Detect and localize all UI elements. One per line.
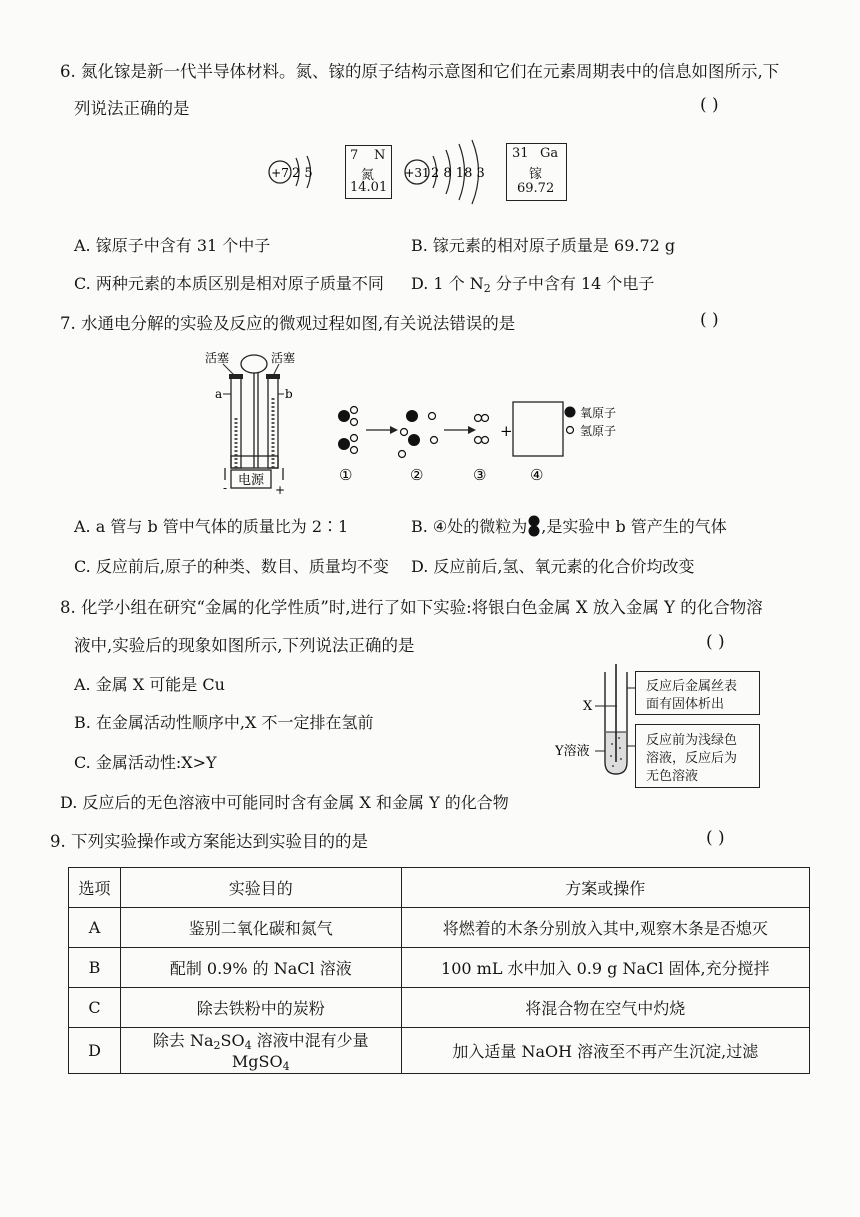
ga-nucleus: +31 — [404, 166, 430, 180]
q9-options-table — [68, 867, 810, 1074]
n-nucleus: +7 — [271, 166, 289, 180]
ga-symbol: Ga — [540, 146, 559, 161]
table-row[interactable] — [69, 988, 810, 1028]
note-after-reaction — [635, 671, 760, 715]
row-d-goal — [120, 1028, 401, 1074]
note2-line3: 无色溶液 — [646, 769, 699, 784]
plus-sign: + — [500, 422, 513, 440]
note1-line2: 面有固体析出 — [646, 697, 725, 712]
note-solution-color — [635, 724, 760, 788]
q7-option-c[interactable]: C. 反应前后,原子的种类、数目、质量均不变 — [74, 557, 389, 576]
q7-stem: 7. 水通电分解的实验及反应的微观过程如图,有关说法错误的是 — [60, 314, 516, 333]
ga-shells: 2 8 18 3 — [431, 166, 485, 181]
minus-label: - — [223, 481, 228, 495]
row-d-goal-sub3: 4 — [282, 1060, 290, 1073]
q8-stem-line1: 8. 化学小组在研究“金属的化学性质”时,进行了如下实验:将银白色金属 X 放入金属 Y 的化合物溶 — [60, 598, 763, 617]
n-shells: 2 5 — [292, 166, 313, 181]
q6-option-d[interactable] — [411, 271, 654, 295]
q8-answer-paren[interactable]: ( ) — [706, 632, 725, 652]
y-solution-label: Y溶液 — [555, 744, 590, 759]
row-d-goal-pre: 除去 Na — [152, 1031, 214, 1050]
row-b-method: 100 mL 水中加入 0.9 g NaCl 固体,充分搅拌 — [401, 948, 809, 988]
q6-option-a[interactable]: A. 镓原子中含有 31 个中子 — [74, 236, 271, 255]
q6-option-c[interactable]: C. 两种元素的本质区别是相对原子质量不同 — [74, 274, 384, 293]
step-1-label: ① — [339, 466, 353, 484]
n-symbol: N — [374, 148, 386, 163]
legend-oxygen: 氧原子 — [580, 406, 617, 420]
q7-option-d[interactable]: D. 反应前后,氢、氧元素的化合价均改变 — [411, 557, 695, 576]
q6-option-d-pre: D. 1 个 N — [411, 274, 484, 293]
step-4-label: ④ — [530, 466, 544, 484]
row-d-method: 加入适量 NaOH 溶液至不再产生沉淀,过滤 — [401, 1028, 809, 1074]
q7-option-a[interactable]: A. a 管与 b 管中气体的质量比为 2∶1 — [74, 517, 349, 536]
q6-answer-paren[interactable]: ( ) — [700, 95, 719, 115]
valve-left-label: 活塞 — [205, 351, 230, 365]
row-c-option: C — [69, 988, 121, 1028]
n-number: 7 — [350, 148, 359, 163]
tube-a-label: a — [215, 387, 223, 401]
q8-stem-line2: 液中,实验后的现象如图所示,下列说法正确的是 — [74, 636, 415, 655]
q7-answer-paren[interactable]: ( ) — [700, 310, 719, 330]
oxygen-molecule-icon — [527, 515, 541, 537]
metal-x-label: X — [583, 699, 593, 714]
header-goal: 实验目的 — [120, 868, 401, 908]
table-row[interactable] — [69, 908, 810, 948]
row-d-goal-sub1: 2 — [213, 1039, 221, 1052]
valve-right-label: 活塞 — [271, 351, 296, 365]
row-c-method: 将混合物在空气中灼烧 — [401, 988, 809, 1028]
n-mass: 14.01 — [350, 180, 388, 195]
note1-line1: 反应后金属丝表 — [646, 679, 738, 694]
ga-name: 镓 — [529, 167, 543, 182]
table-row[interactable] — [69, 948, 810, 988]
q8-option-a[interactable]: A. 金属 X 可能是 Cu — [74, 675, 225, 694]
q7-option-b-post: ,是实验中 b 管产生的气体 — [541, 517, 727, 536]
q8-option-b[interactable]: B. 在金属活动性顺序中,X 不一定排在氢前 — [74, 713, 374, 732]
row-a-method: 将燃着的木条分别放入其中,观察木条是否熄灭 — [401, 908, 809, 948]
row-d-goal-mid2: 溶液中混有少量 MgSO — [231, 1031, 369, 1071]
q7-option-b[interactable] — [411, 514, 727, 537]
row-b-goal: 配制 0.9% 的 NaCl 溶液 — [120, 948, 401, 988]
note2-line1: 反应前为浅绿色 — [646, 733, 738, 748]
ga-periodic-cell — [506, 143, 567, 201]
power-label: 电源 — [237, 473, 265, 488]
q6-option-d-post: 分子中含有 14 个电子 — [490, 274, 655, 293]
step-3-label: ③ — [473, 466, 487, 484]
step2-separate-atoms — [399, 410, 438, 458]
n-name: 氮 — [361, 168, 375, 183]
step4-box — [513, 402, 563, 456]
note2-line2: 溶液，反应后为 — [646, 751, 738, 766]
plus-label: + — [275, 483, 286, 496]
step3-hydrogen-molecules — [475, 415, 489, 444]
row-d-goal-sub2: 4 — [244, 1039, 252, 1052]
q9-stem: 9. 下列实验操作或方案能达到实验目的的是 — [50, 832, 368, 851]
header-option: 选项 — [69, 868, 121, 908]
ga-number: 31 — [512, 146, 529, 161]
q8-option-c[interactable]: C. 金属活动性:X>Y — [74, 753, 217, 772]
electrolysis-apparatus — [195, 348, 315, 496]
tube-b-label: b — [285, 387, 293, 401]
table-header-row — [69, 868, 810, 908]
step-2-label: ② — [410, 466, 424, 484]
q6-stem-line1: 6. 氮化镓是新一代半导体材料。氮、镓的原子结构示意图和它们在元素周期表中的信息如图所示,下 — [60, 62, 780, 81]
legend-hydrogen: 氢原子 — [580, 424, 617, 438]
table-row[interactable] — [69, 1028, 810, 1074]
row-d-goal-mid1: SO — [220, 1031, 245, 1050]
row-a-option: A — [69, 908, 121, 948]
gallium-atom-diagram — [404, 140, 484, 204]
q6-option-d-sub: 2 — [483, 282, 491, 295]
n-periodic-cell — [345, 145, 392, 199]
row-b-option: B — [69, 948, 121, 988]
header-method: 方案或操作 — [401, 868, 809, 908]
ga-mass: 69.72 — [517, 181, 555, 196]
q6-stem-line2: 列说法正确的是 — [74, 99, 190, 118]
q8-option-d[interactable]: D. 反应后的无色溶液中可能同时含有金属 X 和金属 Y 的化合物 — [60, 793, 509, 812]
q9-answer-paren[interactable]: ( ) — [706, 828, 725, 848]
row-d-option: D — [69, 1028, 121, 1074]
row-a-goal: 鉴别二氧化碳和氮气 — [120, 908, 401, 948]
test-tube-diagram — [555, 662, 635, 782]
q7-option-b-pre: B. ④处的微粒为 — [411, 517, 528, 536]
q6-option-b[interactable]: B. 镓元素的相对原子质量是 69.72 g — [411, 236, 676, 255]
micro-process-diagram — [330, 398, 630, 488]
step1-water-molecules — [338, 407, 358, 454]
row-c-goal: 除去铁粉中的炭粉 — [120, 988, 401, 1028]
nitrogen-atom-diagram — [269, 156, 313, 188]
